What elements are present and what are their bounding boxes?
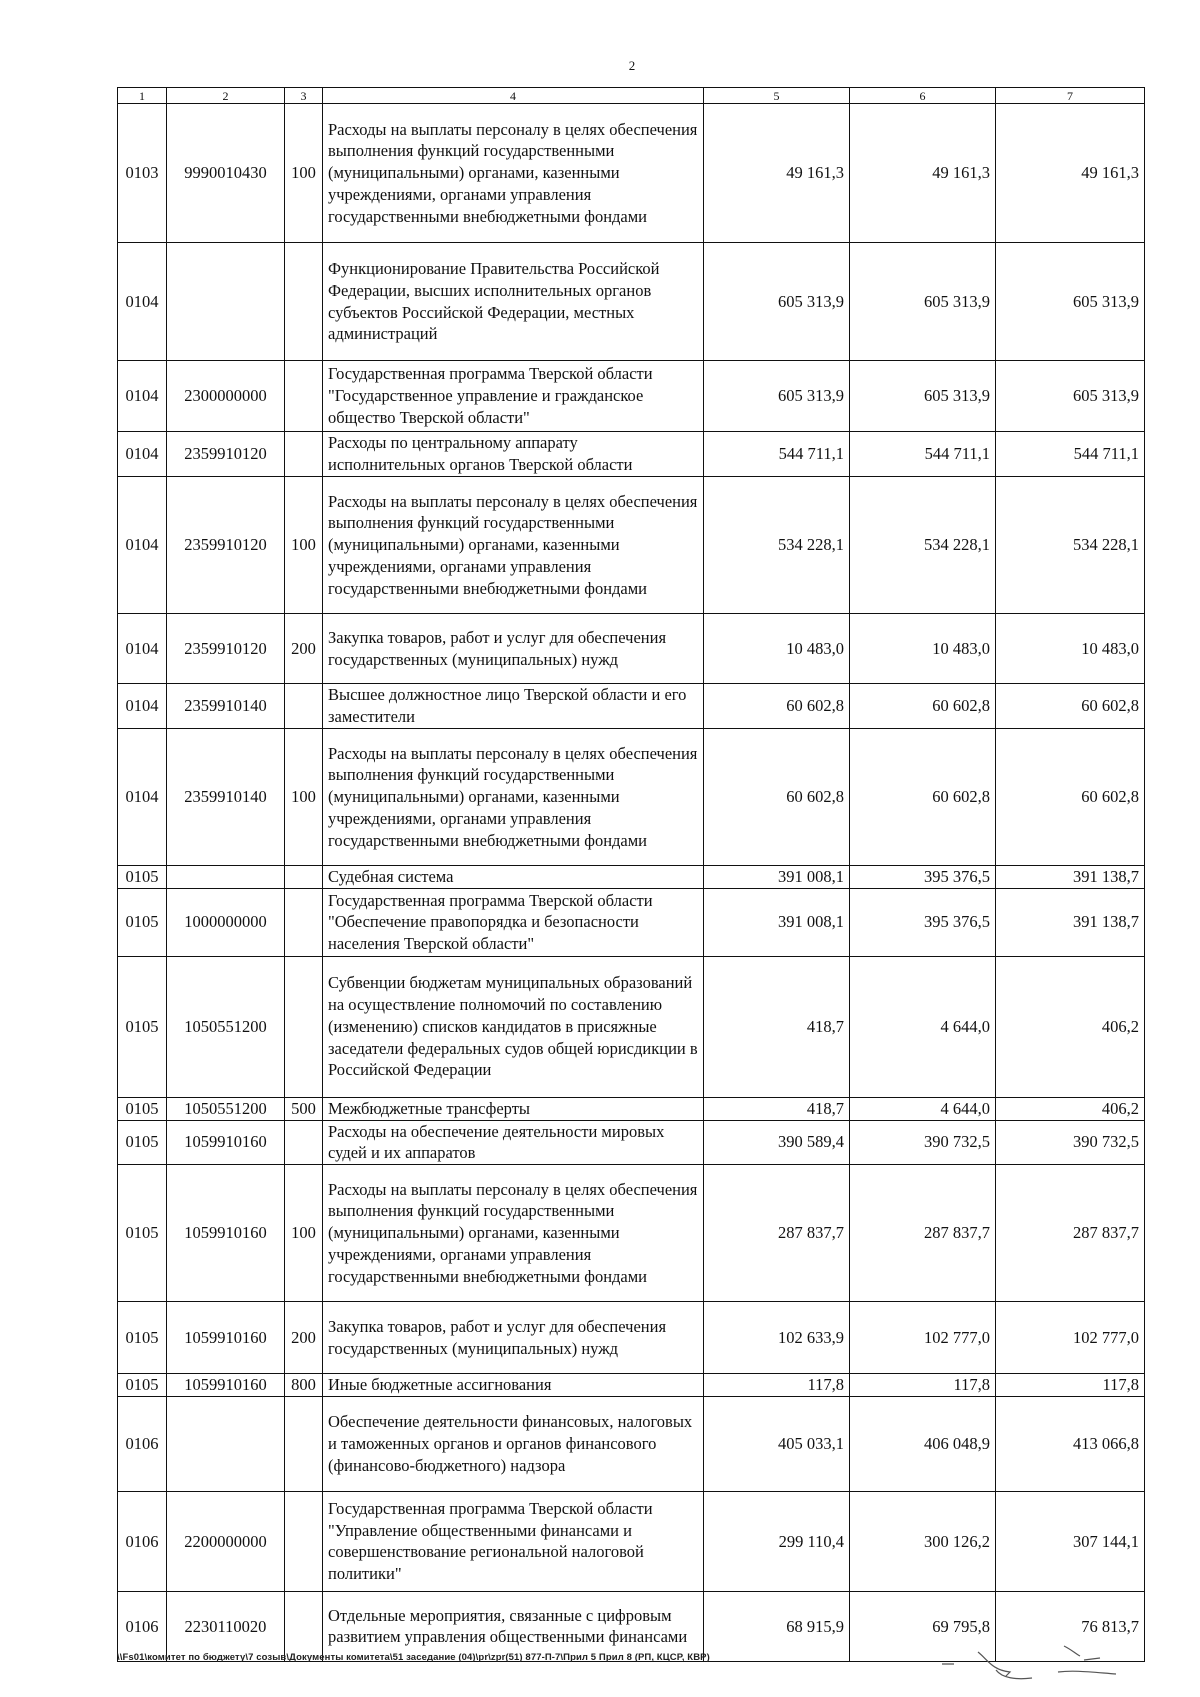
amount-cell: 60 602,8	[850, 729, 996, 866]
amount-cell: 49 161,3	[996, 104, 1145, 243]
amount-cell: 69 795,8	[850, 1591, 996, 1661]
description-cell: Государственная программа Тверской области "Государственное управление и гражданское общество Тверской области"	[323, 361, 704, 432]
amount-cell: 102 777,0	[996, 1302, 1145, 1374]
code-expense-type-cell	[285, 866, 323, 889]
code-section-cell: 0105	[118, 866, 167, 889]
amount-cell: 534 228,1	[850, 477, 996, 614]
table-row	[118, 1374, 1145, 1397]
code-expense-type-cell	[285, 1120, 323, 1165]
code-section-cell: 0105	[118, 1097, 167, 1120]
amount-cell: 395 376,5	[850, 866, 996, 889]
code-expense-type-cell	[285, 1396, 323, 1491]
code-expense-type-cell: 100	[285, 104, 323, 243]
amount-cell: 605 313,9	[850, 243, 996, 361]
description-cell: Расходы на выплаты персоналу в целях обеспечения выполнения функций государственными (муниципальными) органами, казенными учреждениями, органами управления государственными внебюджетными фондами	[323, 477, 704, 614]
code-section-cell: 0104	[118, 361, 167, 432]
amount-cell: 60 602,8	[704, 729, 850, 866]
amount-cell: 117,8	[996, 1374, 1145, 1397]
code-target-article-cell: 1059910160	[167, 1302, 285, 1374]
code-target-article-cell: 2359910140	[167, 684, 285, 729]
page-number: 2	[628, 58, 636, 73]
code-target-article-cell	[167, 866, 285, 889]
amount-cell: 76 813,7	[996, 1591, 1145, 1661]
code-expense-type-cell	[285, 888, 323, 956]
amount-cell: 406,2	[996, 956, 1145, 1097]
description-cell: Обеспечение деятельности финансовых, налоговых и таможенных органов и органов финансового (финансово-бюджетного) надзора	[323, 1396, 704, 1491]
description-cell: Отдельные мероприятия, связанные с цифровым развитием управления общественными финансами	[323, 1591, 704, 1661]
code-target-article-cell	[167, 1396, 285, 1491]
amount-cell: 4 644,0	[850, 1097, 996, 1120]
amount-cell: 102 777,0	[850, 1302, 996, 1374]
code-expense-type-cell	[285, 1491, 323, 1591]
table-row	[118, 1396, 1145, 1491]
table-row	[118, 1097, 1145, 1120]
amount-cell: 68 915,9	[704, 1591, 850, 1661]
column-header: 3	[285, 88, 323, 104]
code-target-article-cell: 1059910160	[167, 1120, 285, 1165]
code-target-article-cell: 1000000000	[167, 888, 285, 956]
code-expense-type-cell: 500	[285, 1097, 323, 1120]
code-expense-type-cell	[285, 1591, 323, 1661]
amount-cell: 391 138,7	[996, 866, 1145, 889]
amount-cell: 605 313,9	[996, 361, 1145, 432]
table-row	[118, 1302, 1145, 1374]
column-header: 7	[996, 88, 1145, 104]
code-section-cell: 0105	[118, 1374, 167, 1397]
amount-cell: 60 602,8	[704, 684, 850, 729]
code-expense-type-cell	[285, 432, 323, 477]
code-target-article-cell: 2359910120	[167, 614, 285, 684]
code-target-article-cell: 2359910140	[167, 729, 285, 866]
description-cell: Функционирование Правительства Российской Федерации, высших исполнительных органов субъектов Российской Федерации, местных администраций	[323, 243, 704, 361]
description-cell: Расходы по центральному аппарату исполнительных органов Тверской области	[323, 432, 704, 477]
code-section-cell: 0106	[118, 1491, 167, 1591]
amount-cell: 4 644,0	[850, 956, 996, 1097]
amount-cell: 300 126,2	[850, 1491, 996, 1591]
footer-file-path: \\Fs01\комитет по бюджету\7 созыв\Документы комитета\51 заседание (04)\pr\zpr(51) 877-П-7\Прил 5 Прил 8 (РП, КЦСР, КВР)	[117, 1652, 710, 1663]
amount-cell: 406,2	[996, 1097, 1145, 1120]
code-target-article-cell: 2359910120	[167, 432, 285, 477]
amount-cell: 49 161,3	[850, 104, 996, 243]
code-section-cell: 0105	[118, 888, 167, 956]
description-cell: Государственная программа Тверской области "Управление общественными финансами и совершенствование региональной налоговой политики"	[323, 1491, 704, 1591]
table-header-row	[118, 88, 1145, 104]
code-expense-type-cell: 100	[285, 729, 323, 866]
amount-cell: 299 110,4	[704, 1491, 850, 1591]
description-cell: Судебная система	[323, 866, 704, 889]
code-expense-type-cell: 100	[285, 477, 323, 614]
code-section-cell: 0106	[118, 1396, 167, 1491]
amount-cell: 544 711,1	[850, 432, 996, 477]
amount-cell: 117,8	[850, 1374, 996, 1397]
code-target-article-cell: 1059910160	[167, 1374, 285, 1397]
table-body	[118, 104, 1145, 1662]
table-row	[118, 888, 1145, 956]
amount-cell: 390 589,4	[704, 1120, 850, 1165]
table-row	[118, 866, 1145, 889]
description-cell: Государственная программа Тверской области "Обеспечение правопорядка и безопасности населения Тверской области"	[323, 888, 704, 956]
code-expense-type-cell: 100	[285, 1165, 323, 1302]
amount-cell: 10 483,0	[996, 614, 1145, 684]
amount-cell: 287 837,7	[850, 1165, 996, 1302]
code-section-cell: 0104	[118, 729, 167, 866]
code-section-cell: 0104	[118, 684, 167, 729]
code-target-article-cell: 2200000000	[167, 1491, 285, 1591]
amount-cell: 406 048,9	[850, 1396, 996, 1491]
description-cell: Межбюджетные трансферты	[323, 1097, 704, 1120]
table-row	[118, 729, 1145, 866]
code-section-cell: 0106	[118, 1591, 167, 1661]
amount-cell: 605 313,9	[704, 361, 850, 432]
amount-cell: 102 633,9	[704, 1302, 850, 1374]
code-expense-type-cell	[285, 361, 323, 432]
description-cell: Закупка товаров, работ и услуг для обеспечения государственных (муниципальных) нужд	[323, 614, 704, 684]
code-section-cell: 0103	[118, 104, 167, 243]
handwritten-signature	[940, 1642, 1130, 1682]
amount-cell: 390 732,5	[996, 1120, 1145, 1165]
code-section-cell: 0105	[118, 1165, 167, 1302]
amount-cell: 287 837,7	[996, 1165, 1145, 1302]
code-section-cell: 0104	[118, 614, 167, 684]
amount-cell: 395 376,5	[850, 888, 996, 956]
amount-cell: 544 711,1	[996, 432, 1145, 477]
column-header: 2	[167, 88, 285, 104]
table-row	[118, 432, 1145, 477]
amount-cell: 10 483,0	[704, 614, 850, 684]
table-row	[118, 1491, 1145, 1591]
description-cell: Расходы на выплаты персоналу в целях обеспечения выполнения функций государственными (муниципальными) органами, казенными учреждениями, органами управления государственными внебюджетными фондами	[323, 1165, 704, 1302]
amount-cell: 544 711,1	[704, 432, 850, 477]
amount-cell: 418,7	[704, 956, 850, 1097]
code-section-cell: 0104	[118, 432, 167, 477]
code-target-article-cell: 1050551200	[167, 956, 285, 1097]
amount-cell: 49 161,3	[704, 104, 850, 243]
amount-cell: 390 732,5	[850, 1120, 996, 1165]
description-cell: Субвенции бюджетам муниципальных образований на осуществление полномочий по составлению (изменению) списков кандидатов в присяжные заседатели федеральных судов общей юрисдикции в Российской Федерации	[323, 956, 704, 1097]
budget-table	[117, 87, 1145, 1662]
table-row	[118, 243, 1145, 361]
code-section-cell: 0105	[118, 956, 167, 1097]
amount-cell: 413 066,8	[996, 1396, 1145, 1491]
table-row	[118, 956, 1145, 1097]
code-target-article-cell: 2230110020	[167, 1591, 285, 1661]
amount-cell: 605 313,9	[704, 243, 850, 361]
code-expense-type-cell: 200	[285, 1302, 323, 1374]
code-section-cell: 0104	[118, 243, 167, 361]
code-section-cell: 0105	[118, 1120, 167, 1165]
amount-cell: 605 313,9	[996, 243, 1145, 361]
code-target-article-cell: 2300000000	[167, 361, 285, 432]
column-header: 4	[323, 88, 704, 104]
description-cell: Расходы на обеспечение деятельности мировых судей и их аппаратов	[323, 1120, 704, 1165]
code-target-article-cell: 9990010430	[167, 104, 285, 243]
code-expense-type-cell: 200	[285, 614, 323, 684]
amount-cell: 60 602,8	[996, 729, 1145, 866]
amount-cell: 534 228,1	[704, 477, 850, 614]
description-cell: Закупка товаров, работ и услуг для обеспечения государственных (муниципальных) нужд	[323, 1302, 704, 1374]
amount-cell: 60 602,8	[850, 684, 996, 729]
table-row	[118, 684, 1145, 729]
code-target-article-cell: 1059910160	[167, 1165, 285, 1302]
description-cell: Расходы на выплаты персоналу в целях обеспечения выполнения функций государственными (муниципальными) органами, казенными учреждениями, органами управления государственными внебюджетными фондами	[323, 729, 704, 866]
amount-cell: 605 313,9	[850, 361, 996, 432]
code-target-article-cell: 2359910120	[167, 477, 285, 614]
table-row	[118, 361, 1145, 432]
table-row	[118, 477, 1145, 614]
column-header: 6	[850, 88, 996, 104]
code-expense-type-cell	[285, 243, 323, 361]
amount-cell: 391 008,1	[704, 866, 850, 889]
amount-cell: 391 138,7	[996, 888, 1145, 956]
code-target-article-cell: 1050551200	[167, 1097, 285, 1120]
amount-cell: 391 008,1	[704, 888, 850, 956]
code-target-article-cell	[167, 243, 285, 361]
code-section-cell: 0105	[118, 1302, 167, 1374]
table-row	[118, 1165, 1145, 1302]
amount-cell: 287 837,7	[704, 1165, 850, 1302]
code-expense-type-cell	[285, 684, 323, 729]
table-row	[118, 614, 1145, 684]
amount-cell: 405 033,1	[704, 1396, 850, 1491]
table-row	[118, 104, 1145, 243]
description-cell: Иные бюджетные ассигнования	[323, 1374, 704, 1397]
description-cell: Высшее должностное лицо Тверской области и его заместители	[323, 684, 704, 729]
amount-cell: 117,8	[704, 1374, 850, 1397]
amount-cell: 418,7	[704, 1097, 850, 1120]
amount-cell: 10 483,0	[850, 614, 996, 684]
column-header: 5	[704, 88, 850, 104]
code-expense-type-cell	[285, 956, 323, 1097]
amount-cell: 534 228,1	[996, 477, 1145, 614]
amount-cell: 60 602,8	[996, 684, 1145, 729]
column-header: 1	[118, 88, 167, 104]
amount-cell: 307 144,1	[996, 1491, 1145, 1591]
code-section-cell: 0104	[118, 477, 167, 614]
description-cell: Расходы на выплаты персоналу в целях обеспечения выполнения функций государственными (муниципальными) органами, казенными учреждениями, органами управления государственными внебюджетными фондами	[323, 104, 704, 243]
code-expense-type-cell: 800	[285, 1374, 323, 1397]
table-row	[118, 1120, 1145, 1165]
